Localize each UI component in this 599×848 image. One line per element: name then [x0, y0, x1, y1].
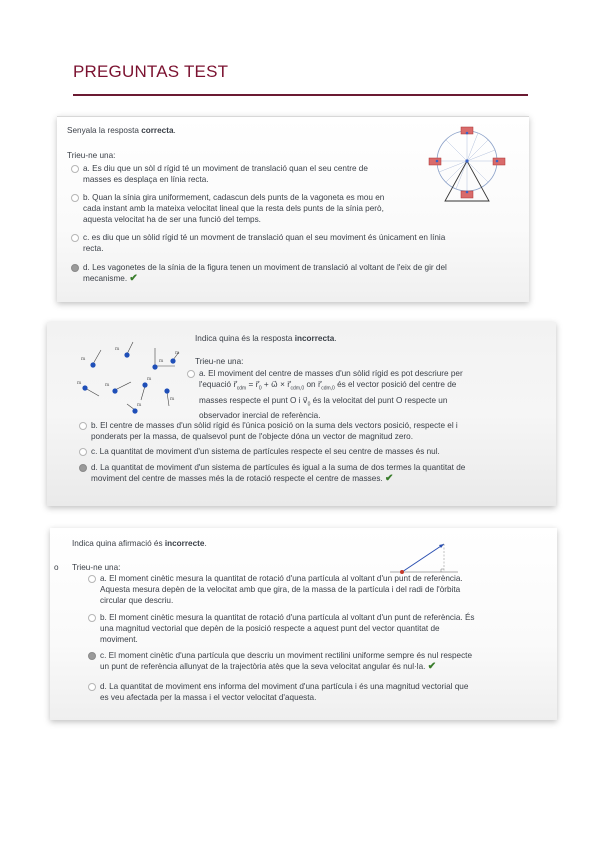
question-card-1 [57, 116, 529, 302]
ferris-wheel-figure [421, 121, 526, 213]
option-b-text[interactable]: b. El moment cinètic mesura la quantitat de rotació d'una partícula al voltant d'un punt de referència. És una magnitud vectorial que depèn de la posició respecte a aquest punt del vector quantitat de moviment. [100, 613, 475, 644]
option-d-text[interactable]: d. La quantitat de moviment d'un sistema de partícules és igual a la suma de dos termes la quantitat de moviment del centre de masses més la de rotació respecte el centre de masses. ✔ [91, 463, 466, 484]
check-icon: ✔ [384, 473, 394, 484]
choose-label: Trieu-ne una: [67, 151, 116, 160]
option-b-text[interactable]: b. Quan la sínia gira uniformement, cadascun dels punts de la vagoneta es mou en cada instant amb la mateixa velocitat lineal que la resta dels punts de la sínia però, aquesta velocitat ha de ser una funció del temps. [83, 193, 385, 224]
title-divider [73, 94, 528, 96]
svg-text:m: m [137, 403, 142, 408]
option-c-radio[interactable] [79, 448, 87, 456]
option-c-radio-selected[interactable] [88, 652, 96, 660]
question-prompt: Indica quina afirmació és incorrecte. [72, 539, 207, 548]
svg-text:m: m [115, 347, 120, 352]
question-prompt: Senyala la resposta correcta. [67, 126, 176, 135]
choose-label: Trieu-ne una: [72, 563, 121, 572]
option-b-radio[interactable] [79, 422, 87, 430]
angular-momentum-figure [388, 538, 460, 578]
option-a-text[interactable]: a. El moment cinètic mesura la quantitat de rotació d'una partícula al voltant d'un punt de referència. Aquesta mesura depèn de la velocitat amb que gira, de la massa de la partícula i del radi de l'òrbita circular que descriu. [100, 574, 463, 605]
option-c-radio[interactable] [71, 234, 79, 242]
option-a-text[interactable]: a. El moviment del centre de masses d'un sòlid rígid es pot descriure per l'equació $r⃗_{cdm}$ = $r⃗_0$ + ω⃗ × $r⃗_{cdm,0}$ on $r⃗_{cdm,0}$ és el vector posició del centre de masses respecte el punt O i $v⃗_0$ és la velocitat del punt O respecte un observador inercial de referència. [199, 369, 463, 421]
svg-text:m: m [105, 383, 110, 388]
option-d-radio-selected[interactable] [79, 464, 87, 472]
option-c-text[interactable]: c. La quantitat de moviment d'un sistema de partícules respecte el seu centre de masses és nul. [91, 447, 440, 456]
svg-text:m: m [170, 397, 175, 402]
choose-label: Trieu-ne una: [195, 357, 244, 366]
check-icon: ✔ [129, 273, 138, 284]
question-card-3 [50, 528, 557, 720]
svg-text:m: m [147, 377, 152, 382]
option-c-text[interactable]: c. es diu que un sòlid rígid té un movment de translació quan el seu moviment és únicament en línia recta. [83, 233, 446, 253]
option-b-text[interactable]: b. El centre de masses d'un sòlid rígid és l'única posició on la suma dels vectors posició, respecte el i ponderats per la massa, de qualsevol punt de l'objecte dóna un vector de magnitud zero. [91, 421, 458, 441]
svg-text:m: m [159, 359, 164, 364]
option-a-radio[interactable] [187, 370, 195, 378]
option-a-radio[interactable] [71, 165, 79, 173]
option-a-text[interactable]: a. Es diu que un sòl d rígid té un moviment de translació quan el seu centre de masses es desplaça en línia recta. [83, 164, 368, 184]
option-d-radio-selected[interactable] [71, 264, 79, 272]
svg-text:m: m [175, 351, 180, 356]
particles-figure [75, 334, 195, 418]
option-a-radio[interactable] [88, 575, 96, 583]
page-title: PREGUNTAS TEST [73, 62, 229, 81]
option-c-text[interactable]: c. El moment cinètic d'una partícula que descriu un moviment rectilini uniforme sempre és nul respecte un punt de referència allunyat de la trajectòria atès que la seva velocitat angular és nul·la. ✔ [100, 651, 472, 672]
check-icon: ✔ [427, 661, 437, 672]
question-prompt: Indica quina és la resposta incorrecta. [195, 334, 337, 343]
option-d-text[interactable]: d. La quantitat de moviment ens informa del moviment d'una partícula i és una magnitud vectorial que es veu afectada per la massa i el vector velocitat d'aquesta. [100, 682, 469, 702]
option-d-radio[interactable] [88, 683, 96, 691]
option-b-radio[interactable] [71, 194, 79, 202]
svg-text:m: m [77, 381, 82, 386]
question-card-2 [47, 322, 556, 506]
option-b-radio[interactable] [88, 614, 96, 622]
option-d-text[interactable]: d. Les vagonetes de la sínia de la figura tenen un moviment de translació al voltant de l'eix de gir del mecanisme. ✔ [83, 263, 447, 284]
svg-text:m: m [81, 357, 86, 362]
side-mark: o [54, 563, 59, 572]
